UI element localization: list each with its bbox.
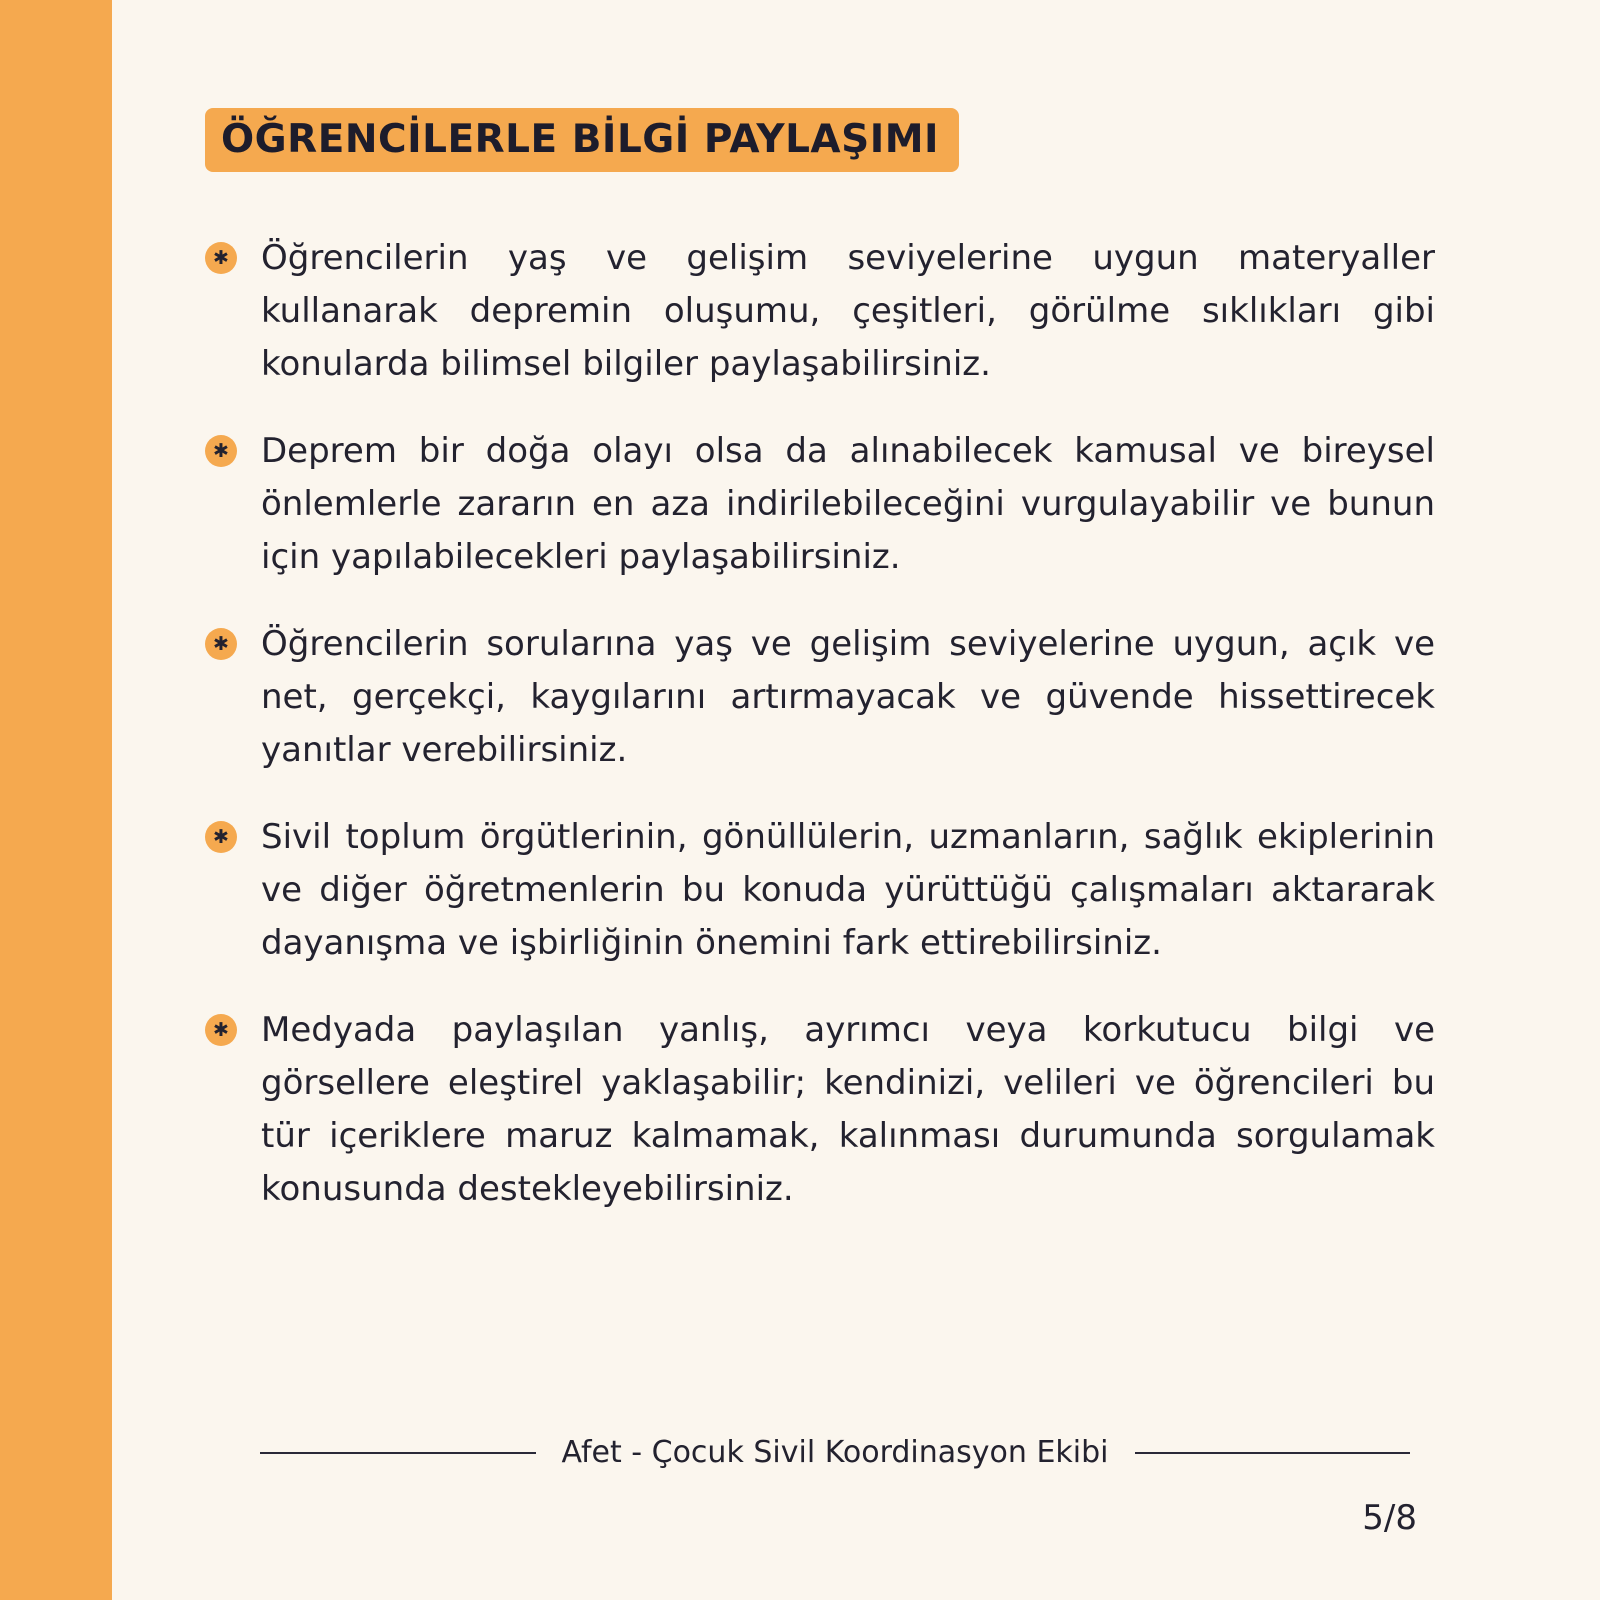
asterisk-glyph: ✱ xyxy=(213,246,229,269)
list-item xyxy=(205,425,1435,584)
asterisk-bullet-icon xyxy=(205,628,237,660)
left-accent-bar xyxy=(0,0,112,1600)
list-item xyxy=(205,618,1435,777)
footer-line-right xyxy=(1135,1452,1411,1454)
bullet-text: Sivil toplum örgütlerinin, gönüllülerin, uzmanların, sağlık ekiplerinin ve diğer öğretmenlerin bu konuda yürüttüğü çalışmaları aktararak dayanışma ve işbirliğinin önemini fark ettirebilirsiniz. xyxy=(261,817,1435,964)
asterisk-glyph: ✱ xyxy=(213,632,229,655)
bullet-list xyxy=(205,172,1435,1217)
list-item xyxy=(205,811,1435,970)
footer-line-left xyxy=(260,1452,536,1454)
page-title: ÖĞRENCİLERLE BİLGİ PAYLAŞIMI xyxy=(205,108,959,172)
asterisk-glyph: ✱ xyxy=(213,825,229,848)
asterisk-bullet-icon xyxy=(205,242,237,274)
asterisk-bullet-icon xyxy=(205,1014,237,1046)
footer-text: Afet - Çocuk Sivil Koordinasyon Ekibi xyxy=(561,1435,1109,1470)
asterisk-glyph: ✱ xyxy=(213,1018,229,1041)
list-item xyxy=(205,1004,1435,1216)
page-content xyxy=(205,0,1435,1600)
asterisk-bullet-icon xyxy=(205,821,237,853)
asterisk-glyph: ✱ xyxy=(213,439,229,462)
bullet-text: Öğrencilerin sorularına yaş ve gelişim seviyelerine uygun, açık ve net, gerçekçi, kaygılarını artırmayacak ve güvende hissettirecek yanıtlar verebilirsiniz. xyxy=(261,624,1435,771)
bullet-text: Medyada paylaşılan yanlış, ayrımcı veya korkutucu bilgi ve görsellere eleştirel yaklaşabilir; kendinizi, velileri ve öğrencileri bu tür içeriklere maruz kalmamak, kalınması durumunda sorgulamak konusunda destekleyebilirsiniz. xyxy=(261,1010,1435,1210)
bullet-text: Öğrencilerin yaş ve gelişim seviyelerine uygun materyaller kullanarak depremin oluşumu, çeşitleri, görülme sıklıkları gibi konularda bilimsel bilgiler paylaşabilirsiniz. xyxy=(261,238,1435,385)
list-item xyxy=(205,232,1435,391)
title-row xyxy=(205,0,1435,172)
footer xyxy=(260,1435,1410,1470)
bullet-text: Deprem bir doğa olayı olsa da alınabilecek kamusal ve bireysel önlemlerle zararın en aza indirilebileceğini vurgulayabilir ve bunun için yapılabilecekleri paylaşabilirsiniz. xyxy=(261,431,1435,578)
asterisk-bullet-icon xyxy=(205,435,237,467)
page-number: 5/8 xyxy=(1362,1498,1417,1538)
